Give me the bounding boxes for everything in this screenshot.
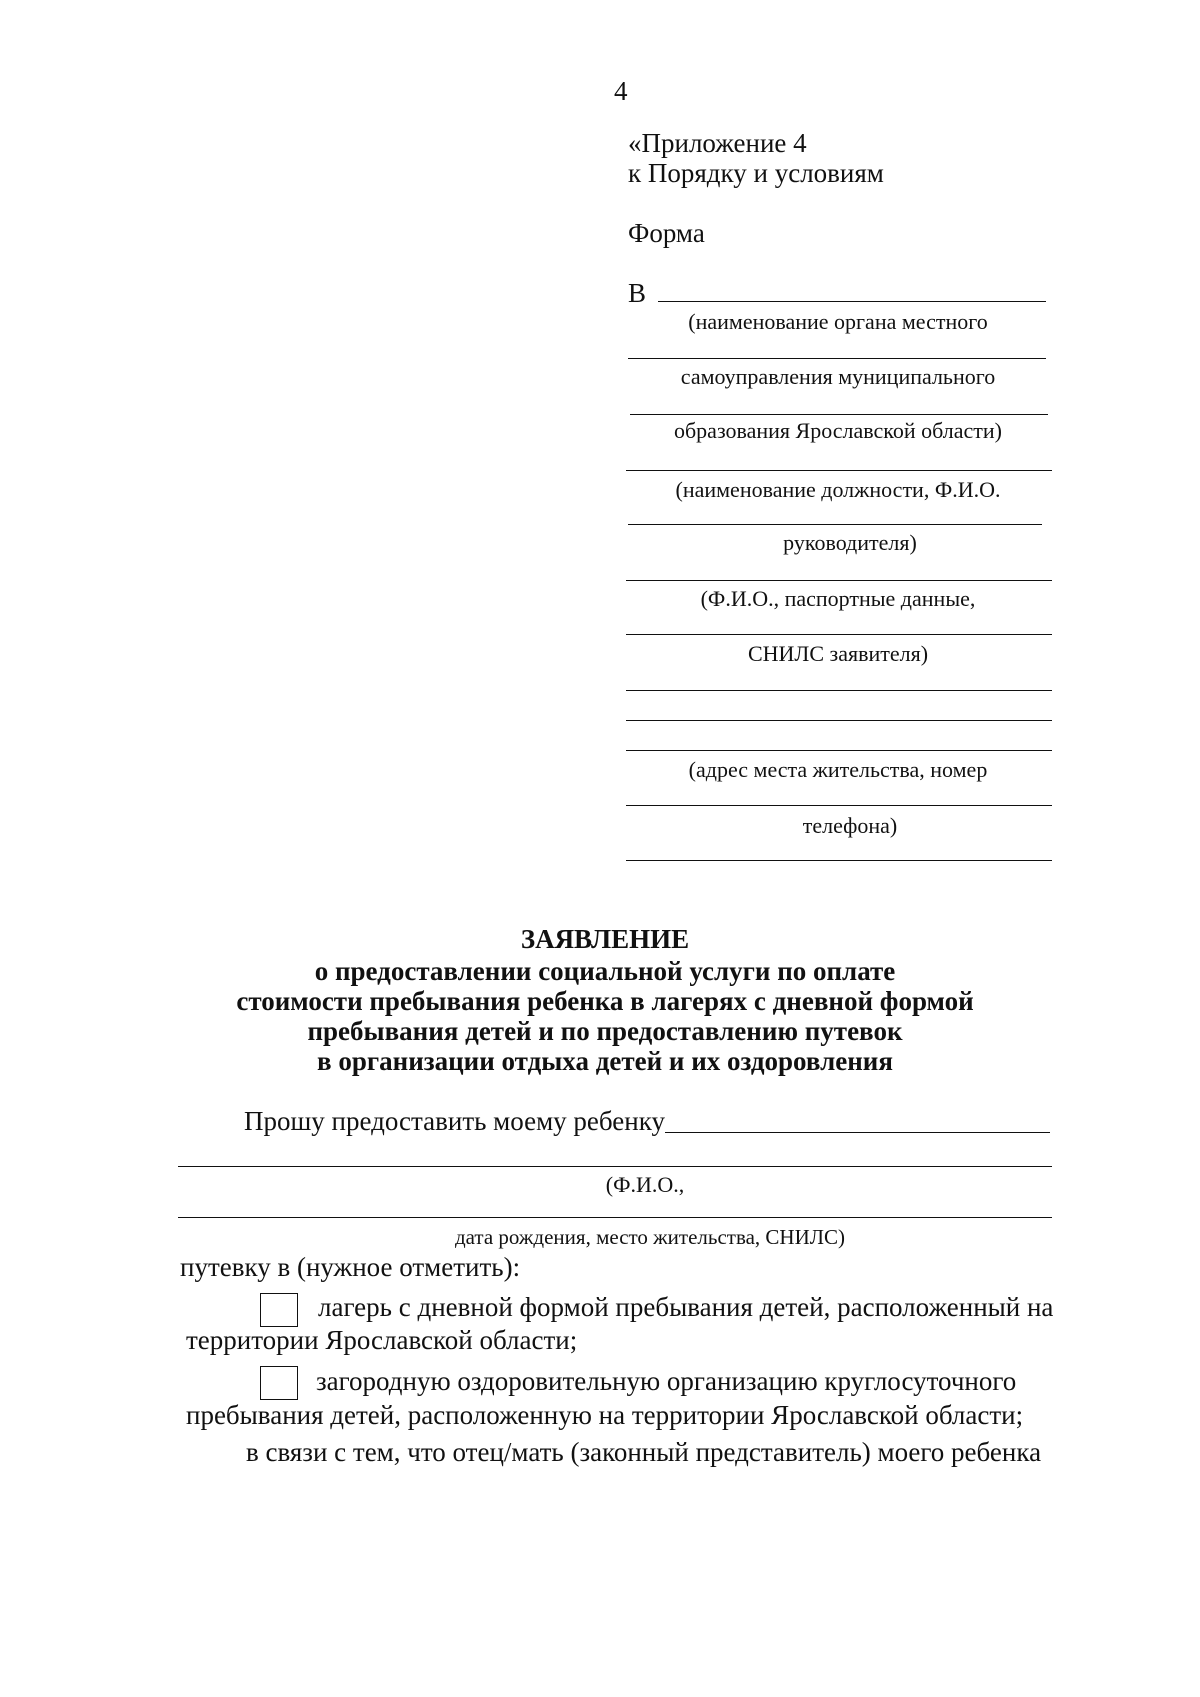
address-line[interactable] <box>626 805 1052 806</box>
option-day-camp-label-cont: территории Ярославской области; <box>186 1325 578 1355</box>
addressee-line[interactable] <box>630 414 1048 415</box>
address-caption: телефона) <box>802 813 898 838</box>
child-name-line[interactable] <box>665 1132 1050 1133</box>
child-info-line[interactable] <box>178 1217 1052 1218</box>
address-caption: (адрес места жительства, номер <box>688 757 988 782</box>
addressee-caption: (наименование должности, Ф.И.О. <box>675 477 1001 502</box>
form-label: Форма <box>628 218 705 248</box>
phone-line[interactable] <box>626 860 1052 861</box>
addressee-line[interactable] <box>658 301 1046 302</box>
addressee-line[interactable] <box>626 470 1052 471</box>
applicant-caption: (Ф.И.О., паспортные данные, <box>700 586 976 611</box>
appendix-label: «Приложение 4 <box>628 128 807 158</box>
addressee-caption: образования Ярославской области) <box>673 418 1002 443</box>
child-info-line[interactable] <box>178 1166 1052 1167</box>
applicant-line[interactable] <box>626 634 1052 635</box>
title-line: в организации отдыха детей и их оздоровления <box>317 1046 893 1076</box>
title-line: пребывания детей и по предоставлению путевок <box>307 1016 903 1046</box>
title-line: о предоставлении социальной услуги по оплате <box>314 956 896 986</box>
option-day-camp-label: лагерь с дневной формой пребывания детей, расположенный на <box>318 1292 1054 1322</box>
option-country-camp-checkbox[interactable] <box>260 1366 298 1400</box>
option-country-camp-label: загородную оздоровительную организацию круглосуточного <box>316 1366 1017 1396</box>
addressee-line[interactable] <box>628 524 1042 525</box>
addressee-line[interactable] <box>628 358 1046 359</box>
applicant-line[interactable] <box>626 690 1052 691</box>
request-text: Прошу предоставить моему ребенку <box>244 1106 665 1136</box>
addressee-caption: руководителя) <box>783 530 917 555</box>
applicant-line[interactable] <box>626 720 1052 721</box>
applicant-caption: СНИЛС заявителя) <box>747 641 929 666</box>
child-caption: (Ф.И.О., <box>605 1172 685 1197</box>
order-reference: к Порядку и условиям <box>628 158 884 188</box>
to-label: В <box>628 278 647 308</box>
applicant-line[interactable] <box>626 580 1052 581</box>
addressee-caption: самоуправления муниципального <box>680 364 996 389</box>
option-day-camp-checkbox[interactable] <box>260 1293 298 1327</box>
reason-text: в связи с тем, что отец/мать (законный представитель) моего ребенка <box>246 1437 1042 1467</box>
addressee-caption: (наименование органа местного <box>688 309 988 334</box>
voucher-text: путевку в (нужное отметить): <box>180 1252 521 1282</box>
document-heading: ЗАЯВЛЕНИЕ <box>520 924 690 954</box>
page-number: 4 <box>614 76 628 106</box>
address-line[interactable] <box>626 750 1052 751</box>
child-caption: дата рождения, место жительства, СНИЛС) <box>454 1225 846 1249</box>
title-line: стоимости пребывания ребенка в лагерях с дневной формой <box>236 986 974 1016</box>
option-country-camp-label-cont: пребывания детей, расположенную на территории Ярославской области; <box>186 1400 1024 1430</box>
